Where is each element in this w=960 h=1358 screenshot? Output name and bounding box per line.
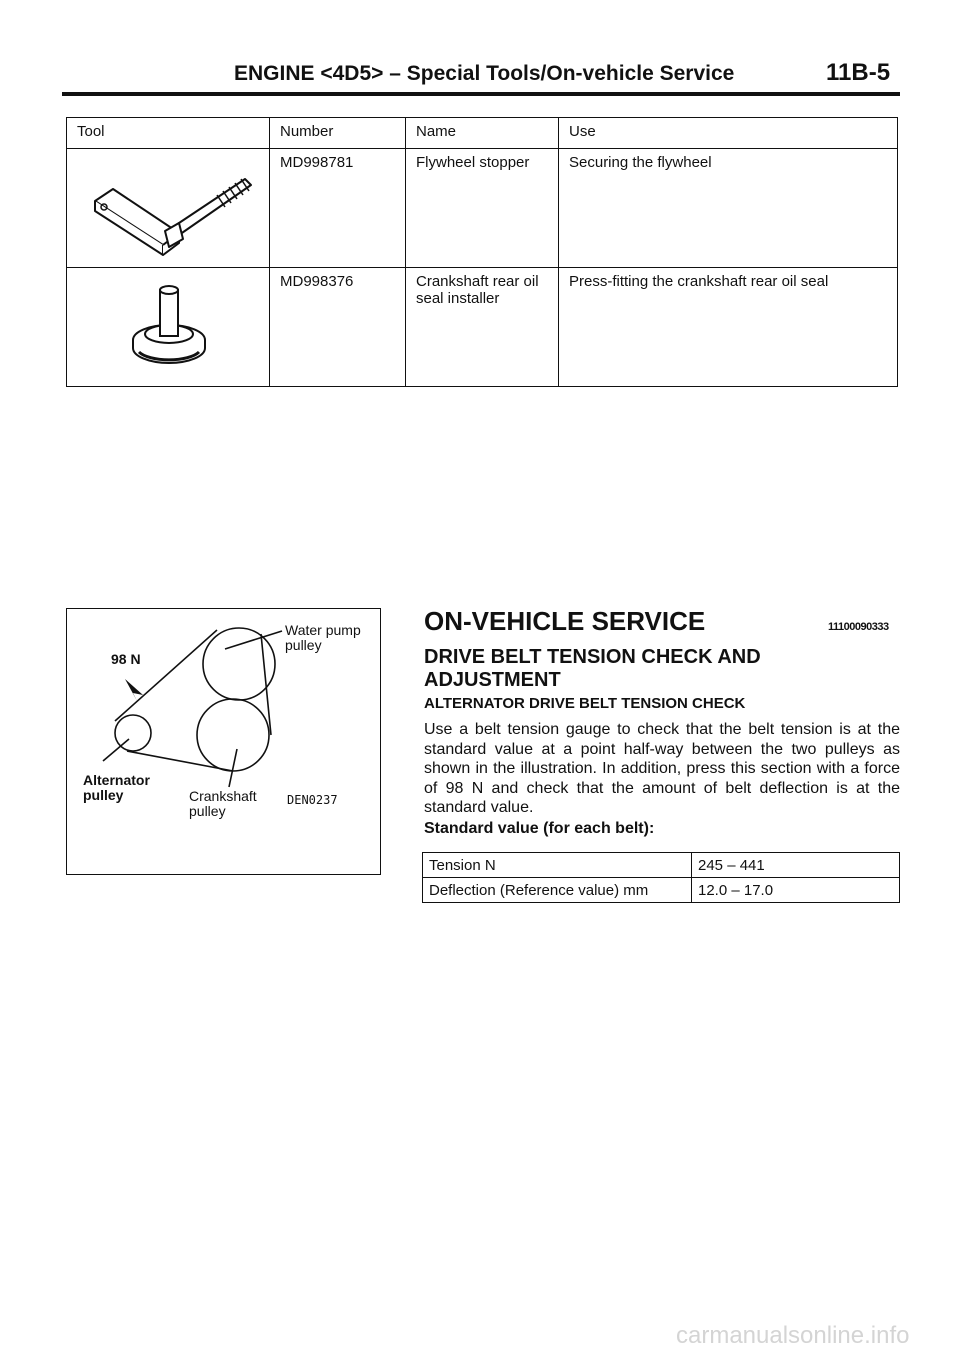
column-header-name: Name (406, 118, 559, 149)
section-title: ON-VEHICLE SERVICE (424, 606, 706, 636)
tool-number: MD998376 (270, 268, 406, 387)
special-tools-table (66, 117, 898, 387)
page-header-title: ENGINE <4D5> – Special Tools/On-vehicle Service (234, 62, 735, 85)
drive-belt-figure (66, 608, 381, 875)
header-rule (62, 92, 900, 96)
crankshaft-pulley (197, 699, 269, 771)
standard-value-label: Standard value (for each belt): (424, 820, 655, 837)
table-header-row (67, 118, 898, 149)
column-header-number: Number (270, 118, 406, 149)
procedure-paragraph: Use a belt tension gauge to check that the belt tension is at the standard value at a point half-way between the two pulleys as shown in the illustration. In addition, press this section with a force of 98 N and check that the amount of belt deflection is at the standard value. (424, 721, 900, 816)
tool-use: Press-fitting the crankshaft rear oil seal (559, 268, 898, 387)
section-code: 11100090333 (828, 621, 889, 633)
tool-number: MD998781 (270, 149, 406, 268)
table-row (67, 149, 898, 268)
spec-label: Deflection (Reference value) mm (423, 878, 692, 903)
alternator-pulley-label: Alternator pulley (83, 772, 150, 803)
water-pump-pulley-label: Water pump pulley (285, 622, 361, 653)
crankshaft-pulley-label: Crankshaft pulley (189, 788, 257, 819)
column-header-tool: Tool (67, 118, 270, 149)
spec-value: 245 – 441 (692, 853, 900, 878)
table-row (67, 268, 898, 387)
tool-name: Flywheel stopper (406, 149, 559, 268)
standard-value-table (422, 852, 900, 903)
watermark: carmanualsonline.info (676, 1322, 910, 1349)
tool-image-cell (67, 268, 270, 387)
force-label: 98 N (111, 651, 141, 667)
table-row (423, 878, 900, 903)
flywheel-stopper-icon (67, 149, 267, 263)
tool-image-cell (67, 149, 270, 268)
figure-code: DEN0237 (287, 793, 338, 807)
oil-seal-installer-icon (67, 268, 267, 382)
subsection-title: DRIVE BELT TENSION CHECK AND ADJUSTMENT (424, 646, 761, 691)
tool-name: Crankshaft rear oil seal installer (406, 268, 559, 387)
page-number: 11B-5 (826, 59, 891, 86)
column-header-use: Use (559, 118, 898, 149)
procedure-heading: ALTERNATOR DRIVE BELT TENSION CHECK (424, 695, 746, 712)
tool-use: Securing the flywheel (559, 149, 898, 268)
table-row (423, 853, 900, 878)
spec-value: 12.0 – 17.0 (692, 878, 900, 903)
spec-label: Tension N (423, 853, 692, 878)
